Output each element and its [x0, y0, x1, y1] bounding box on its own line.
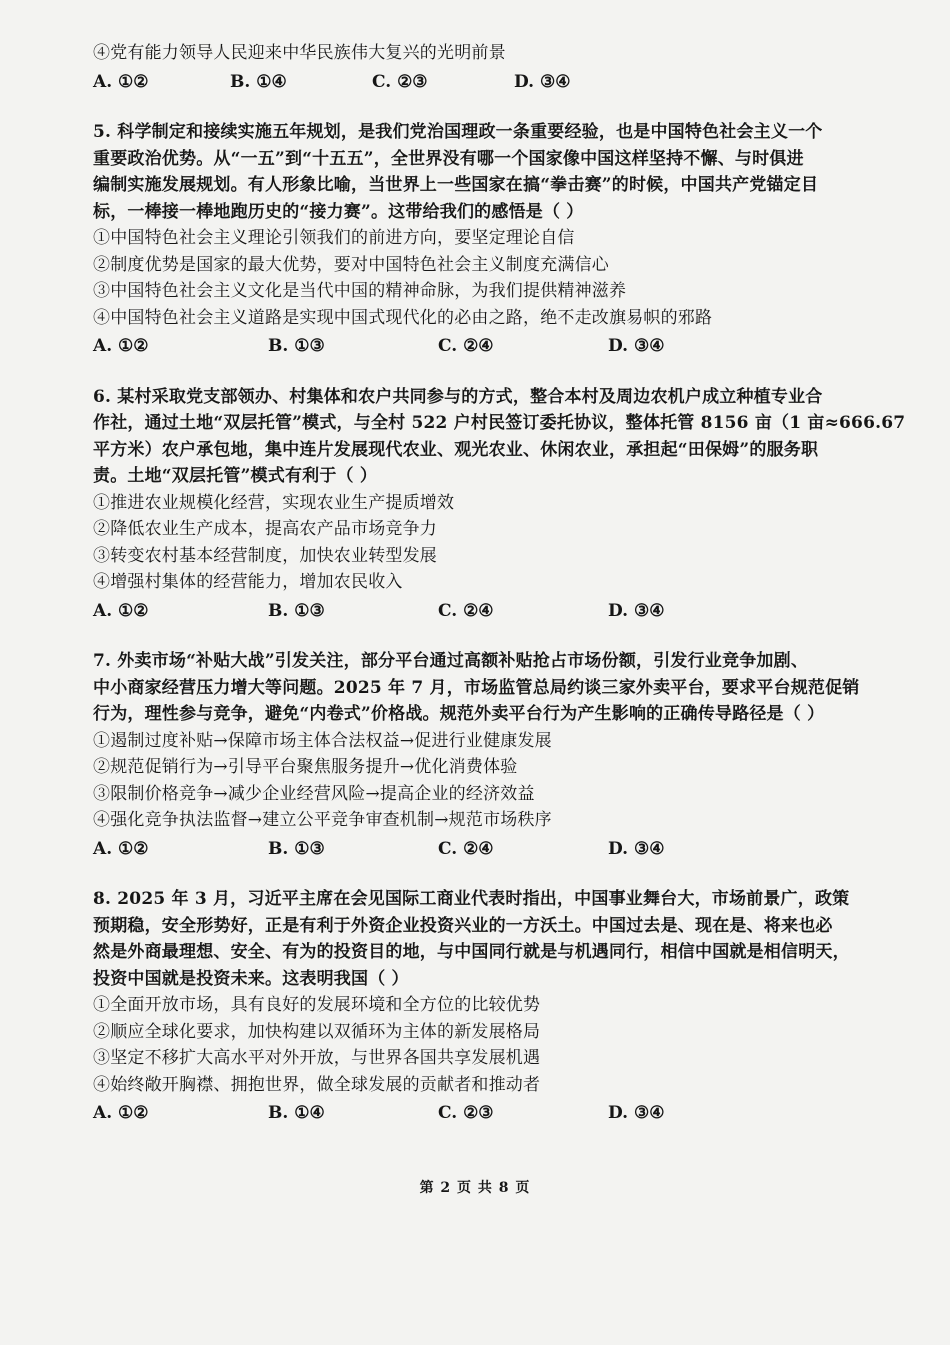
option-d: D. ③④ — [514, 71, 571, 92]
option-a: A. ①② — [93, 838, 149, 859]
question-6 — [93, 384, 906, 625]
answer-options — [93, 1100, 840, 1127]
question-stem-line: 5. 科学制定和接续实施五年规划，是我们党治国理政一条重要经验，也是中国特色社会主义一个 — [93, 122, 823, 142]
question-stem-line: 标，一棒接一棒地跑历史的“接力赛”。这带给我们的感悟是（ ） — [93, 201, 584, 222]
answer-options — [93, 836, 840, 863]
statement-4: ④党有能力领导人民迎来中华民族伟大复兴的光明前景 — [93, 43, 506, 63]
option-a: A. ①② — [93, 1103, 149, 1123]
statement-2: ②降低农业生产成本，提高农产品市场竞争力 — [93, 519, 437, 539]
statement-1: ①全面开放市场，具有良好的发展环境和全方位的比较优势 — [93, 995, 541, 1015]
option-c: C. ②④ — [438, 838, 494, 859]
question-stem-line: 预期稳，安全形势好，正是有利于外资企业投资兴业的一方沃土。中国过去是、现在是、将来也必 — [93, 915, 833, 936]
question-stem-line: 然是外商最理想、安全、有为的投资目的地，与中国同行就是与机遇同行，相信中国就是相信明天， — [93, 942, 850, 962]
option-d: D. ③④ — [608, 1103, 665, 1123]
statement-2: ②规范促销行为→引导平台聚焦服务提升→优化消费体验 — [93, 757, 518, 777]
option-c: C. ②④ — [438, 600, 494, 621]
statement-4: ④增强村集体的经营能力，增加农民收入 — [93, 572, 403, 592]
question-stem-line: 编制实施发展规划。有人形象比喻，当世界上一些国家在搞“拳击赛”的时候，中国共产党锚定目 — [93, 175, 819, 195]
statement-1: ①遏制过度补贴→保障市场主体合法权益→促进行业健康发展 — [93, 730, 552, 751]
question-stem-line: 重要政治优势。从“一五”到“十五五”，全世界没有哪一个国家像中国这样坚持不懈、与时俱进 — [93, 148, 804, 169]
question-stem-line: 责。土地“双层托管”模式有利于（ ） — [93, 466, 378, 486]
question-stem-line: 7. 外卖市场“补贴大战”引发关注，部分平台通过高额补贴抢占市场份额，引发行业竞争加剧、 — [93, 651, 809, 671]
question-stem-line: 作社，通过土地“双层托管”模式，与全村 522 户村民签订委托协议，整体托管 8156 亩（1 亩≈666.67 — [93, 413, 906, 433]
option-b: B. ①③ — [268, 838, 325, 859]
question-5 — [93, 119, 840, 360]
option-d: D. ③④ — [608, 600, 665, 621]
statement-2: ②制度优势是国家的最大优势，要对中国特色社会主义制度充满信心 — [93, 254, 609, 275]
statement-4: ④始终敞开胸襟、拥抱世界，做全球发展的贡献者和推动者 — [93, 1074, 541, 1095]
question-stem-line: 8. 2025 年 3 月，习近平主席在会见国际工商业代表时指出，中国事业舞台大，市场前景广，政策 — [93, 889, 850, 909]
option-b: B. ①④ — [268, 1103, 325, 1123]
option-c: C. ②③ — [372, 71, 428, 92]
question-stem-line: 中小商家经营压力增大等问题。2025 年 7 月，市场监管总局约谈三家外卖平台，要求平台规范促销 — [93, 677, 860, 698]
question-stem-line: 平方米）农户承包地，集中连片发展现代农业、观光农业、休闲农业，承担起“田保姆”的服务职 — [93, 439, 819, 460]
option-a: A. ①② — [93, 336, 149, 356]
page-number: 第 2 页 共 8 页 — [419, 1180, 531, 1196]
question-stem-line: 6. 某村采取党支部领办、村集体和农户共同参与的方式，整合本村及周边农机户成立种植专业合 — [93, 386, 823, 407]
statement-3: ③转变农村基本经营制度，加快农业转型发展 — [93, 545, 437, 566]
question-7 — [93, 648, 860, 862]
statement-3: ③中国特色社会主义文化是当代中国的精神命脉，为我们提供精神滋养 — [93, 281, 627, 301]
option-d: D. ③④ — [608, 838, 665, 859]
option-b: B. ①③ — [268, 600, 325, 621]
option-a: A. ①② — [93, 600, 149, 621]
answer-options — [93, 69, 840, 96]
statement-4: ④中国特色社会主义道路是实现中国式现代化的必由之路，绝不走改旗易帜的邪路 — [93, 307, 713, 328]
question-stem-line: 投资中国就是投资未来。这表明我国（ ） — [93, 968, 409, 989]
option-c: C. ②④ — [438, 336, 494, 356]
question-stem-line: 行为，理性参与竞争，避免“内卷式”价格战。规范外卖平台行为产生影响的正确传导路径是（ ） — [93, 704, 825, 724]
question-4-tail — [93, 40, 840, 95]
statement-2: ②顺应全球化要求，加快构建以双循环为主体的新发展格局 — [93, 1021, 541, 1042]
answer-options — [93, 333, 840, 360]
option-c: C. ②③ — [438, 1103, 494, 1123]
answer-options — [93, 598, 840, 625]
option-b: B. ①④ — [230, 71, 287, 92]
statement-4: ④强化竞争执法监督→建立公平竞争审查机制→规范市场秩序 — [93, 810, 552, 830]
statement-3: ③坚定不移扩大高水平对外开放，与世界各国共享发展机遇 — [93, 1048, 541, 1068]
option-d: D. ③④ — [608, 336, 665, 356]
statement-1: ①中国特色社会主义理论引领我们的前进方向，要坚定理论自信 — [93, 228, 575, 248]
option-b: B. ①③ — [268, 336, 325, 356]
option-a: A. ①② — [93, 71, 149, 92]
question-8 — [93, 886, 850, 1127]
statement-3: ③限制价格竞争→减少企业经营风险→提高企业的经济效益 — [93, 783, 535, 804]
statement-1: ①推进农业规模化经营，实现农业生产提质增效 — [93, 492, 455, 513]
